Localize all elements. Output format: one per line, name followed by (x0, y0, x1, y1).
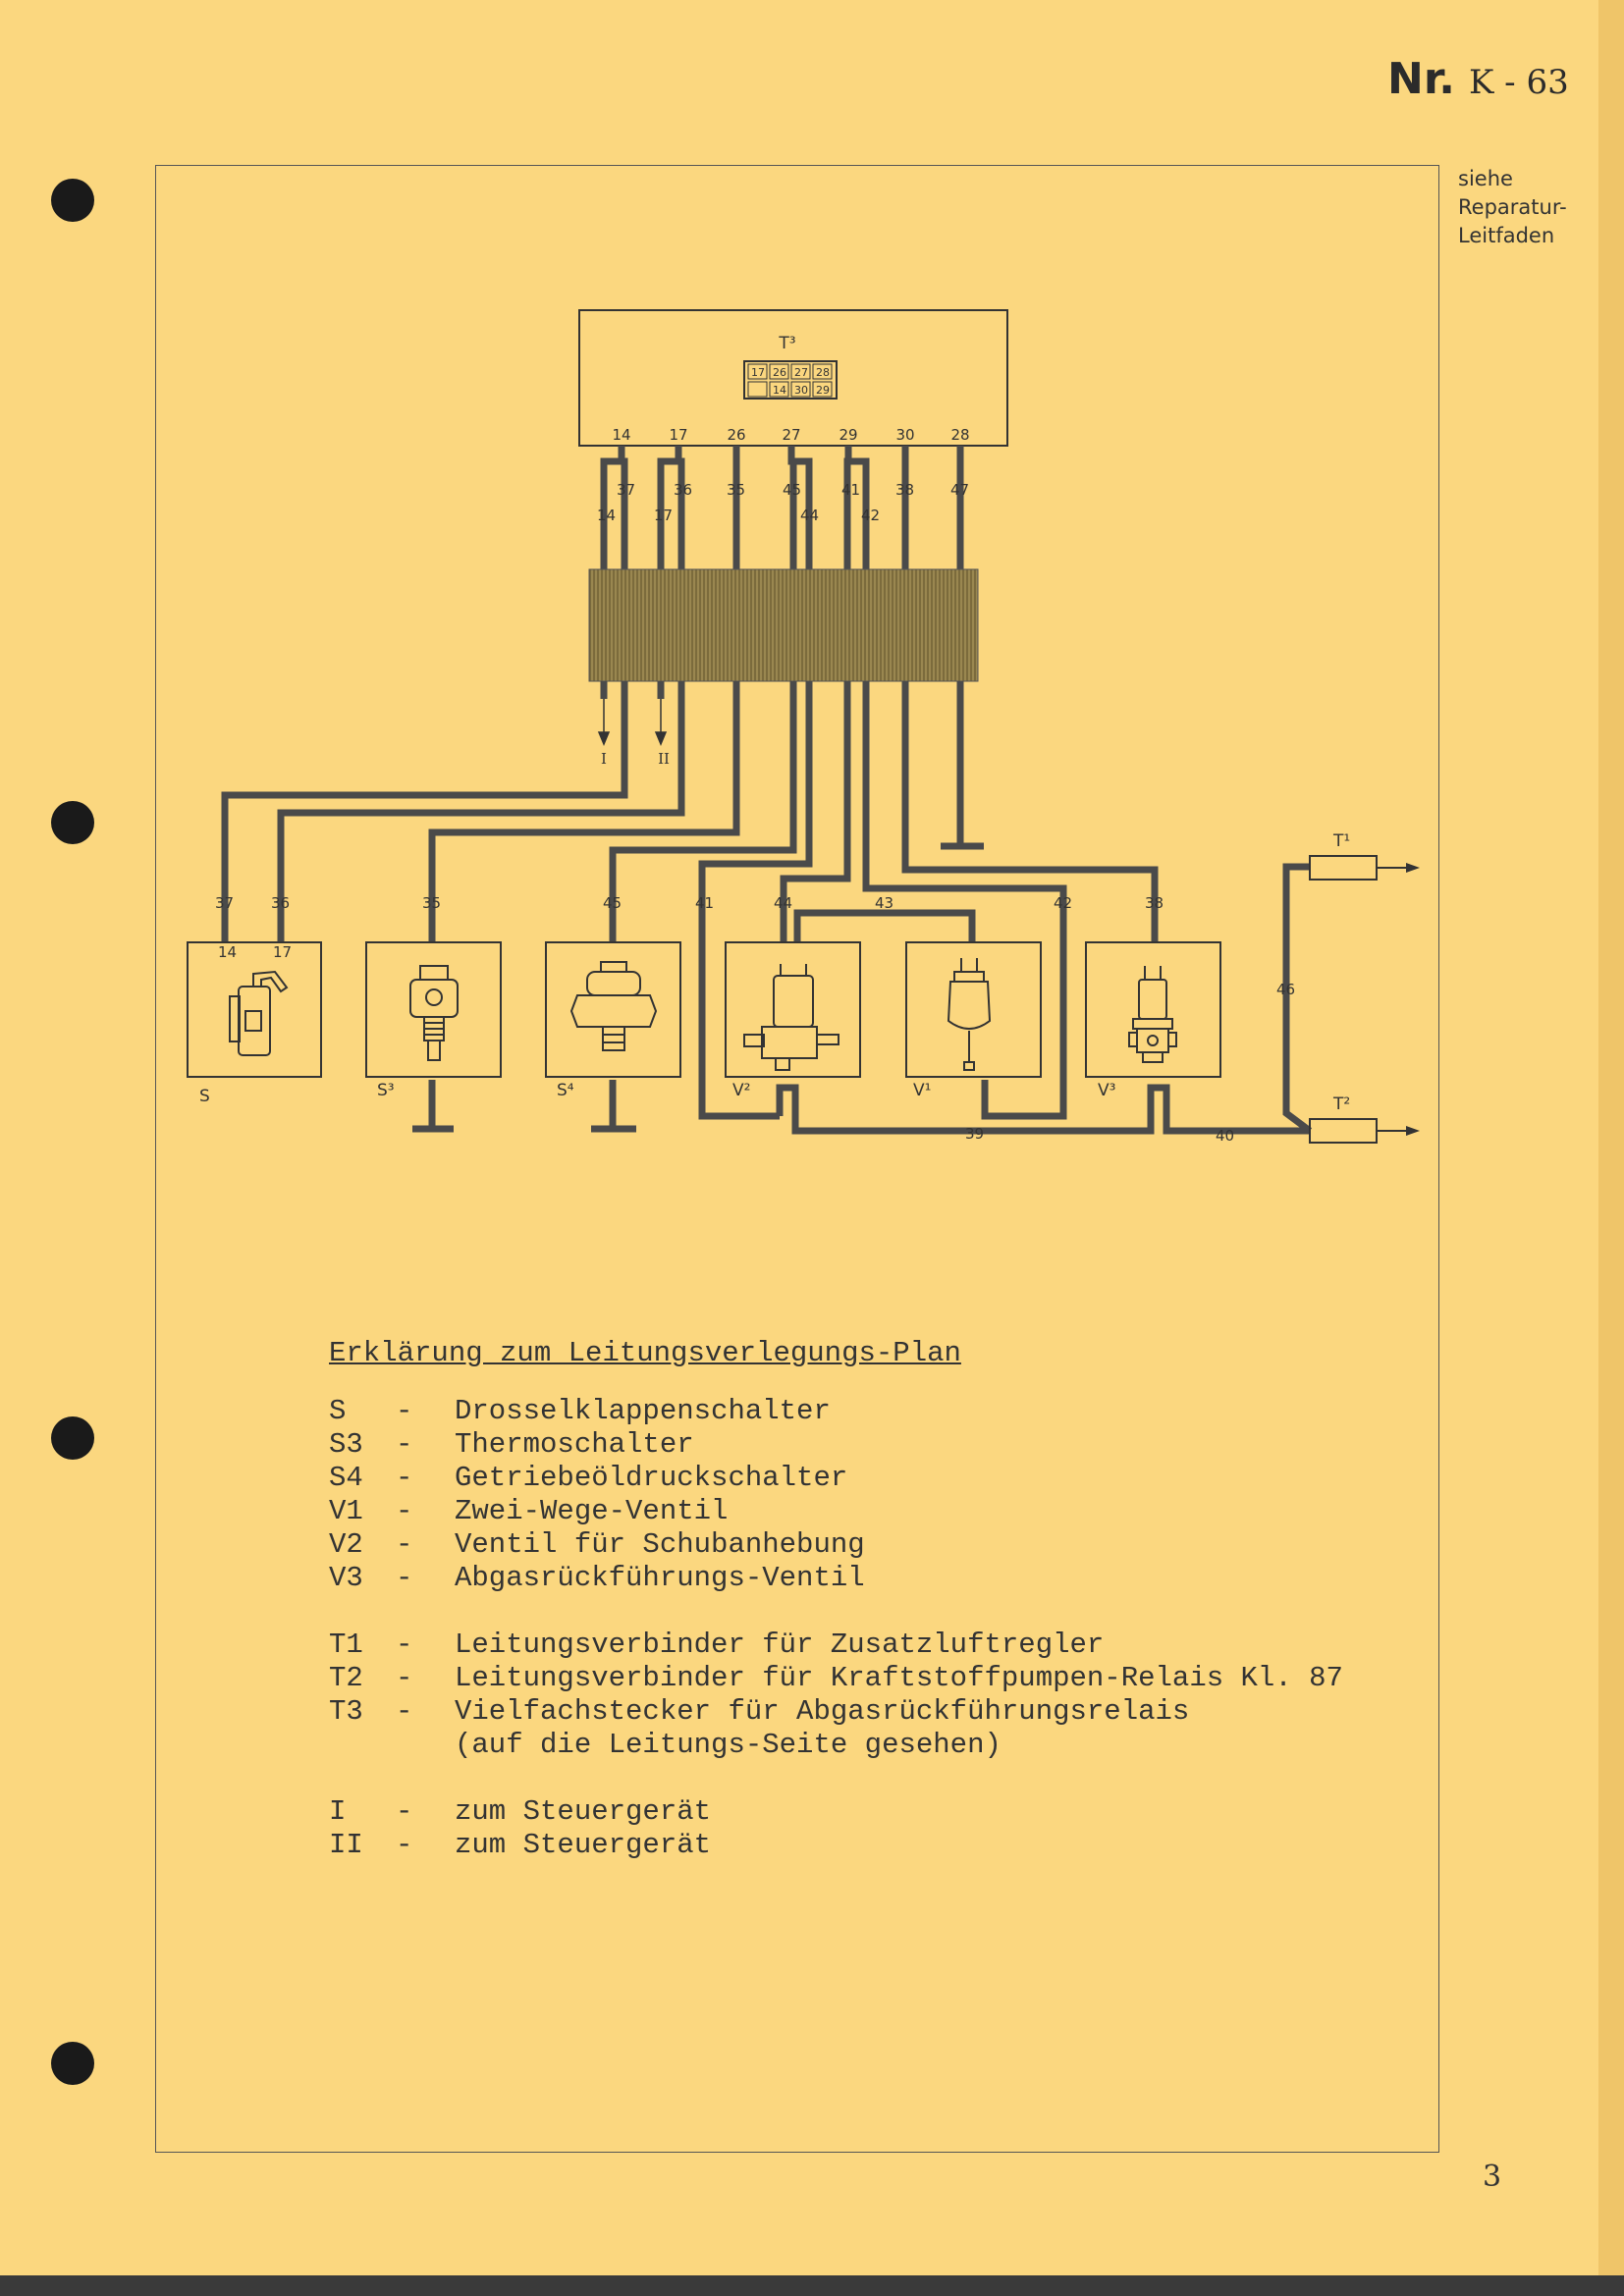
wire-number: 37 (215, 894, 235, 912)
terminal-label: 27 (782, 426, 801, 444)
t3-pin: 30 (794, 384, 808, 397)
t3-pin: 17 (751, 366, 765, 379)
oil-pressure-switch-icon (571, 962, 656, 1050)
wire-number: 17 (654, 507, 674, 524)
legend-row: V2 - Ventil für Schubanhebung (329, 1528, 865, 1561)
wire (678, 446, 681, 569)
legend-row: V3 - Abgasrückführungs-Ventil (329, 1562, 865, 1594)
legend (329, 1337, 1343, 1862)
component-label: V¹ (913, 1081, 932, 1100)
wire-number: 37 (617, 481, 636, 499)
terminal-label: 30 (895, 426, 915, 444)
arrow-icon (1406, 863, 1420, 873)
wire-number: 44 (774, 894, 793, 912)
wire-number: 40 (1216, 1127, 1235, 1145)
t3-pin: 14 (773, 384, 786, 397)
wire-43 (797, 913, 972, 942)
t3-pin: 29 (816, 384, 830, 397)
terminal-label: 29 (839, 426, 858, 444)
component-label: S⁴ (557, 1081, 574, 1100)
nr-label: Nr. (1387, 54, 1455, 104)
wire-number: 42 (861, 507, 881, 524)
arrow-icon (1406, 1126, 1420, 1136)
component-label: S³ (377, 1081, 395, 1100)
ecu-arrow-label: II (658, 750, 670, 768)
pin-number: 17 (273, 943, 293, 961)
wiring-harness-bundle (589, 569, 978, 681)
t3-pin: 26 (773, 366, 786, 379)
page-number: 3 (1483, 2160, 1502, 2194)
component-v1-box (906, 942, 1041, 1077)
terminal-label: 14 (612, 426, 631, 444)
wire-42 (866, 681, 1063, 1116)
wire-number: 47 (950, 481, 970, 499)
legend-row: T2 - Leitungsverbinder für Kraftstoffpumpen-Relais Kl. 87 (329, 1662, 1343, 1694)
legend-row: S4 - Getriebeöldruckschalter (329, 1462, 848, 1494)
side-note-line: Leitfaden (1458, 224, 1555, 247)
wire-number: 42 (1054, 894, 1073, 912)
wire-number: 35 (727, 481, 746, 499)
connector-label: T¹ (1333, 831, 1351, 851)
t3-label: T³ (779, 334, 796, 353)
ecu-arrow-label: I (601, 750, 607, 768)
t3-pin: 28 (816, 366, 830, 379)
wire-number: 35 (422, 894, 442, 912)
wire-number: 41 (841, 481, 861, 499)
wire-number: 36 (271, 894, 291, 912)
wire-number: 38 (1145, 894, 1164, 912)
side-note-line: Reparatur- (1458, 195, 1567, 219)
wire (622, 446, 624, 569)
legend-row: S - Drosselklappenschalter (329, 1395, 831, 1427)
terminal-label: 26 (727, 426, 746, 444)
connector-t2 (1310, 1119, 1377, 1143)
legend-title: Erklärung zum Leitungsverlegungs-Plan (329, 1337, 961, 1369)
wire-39-40 (780, 1088, 1310, 1131)
component-label: V² (732, 1081, 751, 1100)
legend-row: II - zum Steuergerät (329, 1829, 712, 1861)
wire-46 (1286, 867, 1310, 1131)
valve-v1-icon (948, 958, 990, 1070)
wire-number: 44 (800, 507, 820, 524)
wire-number: 38 (895, 481, 915, 499)
wire-number: 45 (603, 894, 623, 912)
egr-valve-icon (1129, 966, 1176, 1062)
wire-number: 45 (783, 481, 802, 499)
component-s3-box (366, 942, 501, 1077)
component-s-box (188, 942, 321, 1077)
component-label: V³ (1098, 1081, 1116, 1100)
terminal-label: 28 (950, 426, 970, 444)
legend-row: T1 - Leitungsverbinder für Zusatzluftregler (329, 1629, 1105, 1661)
nr-value: K - 63 (1468, 63, 1569, 102)
component-v2-box (726, 942, 860, 1077)
thermoswitch-icon (410, 966, 458, 1060)
component-label: S (199, 1087, 210, 1106)
legend-row: (auf die Leitungs-Seite gesehen) (455, 1729, 1001, 1761)
legend-row: I - zum Steuergerät (329, 1795, 712, 1828)
connector-t1 (1310, 856, 1377, 880)
t3-pin: 27 (794, 366, 808, 379)
connector-label: T² (1333, 1095, 1351, 1114)
wire-38 (905, 681, 1155, 942)
wire-number: 14 (597, 507, 617, 524)
pin-number: 14 (218, 943, 238, 961)
component-v3-box (1086, 942, 1220, 1077)
throttle-switch-icon (230, 972, 287, 1055)
terminal-label: 17 (669, 426, 688, 444)
wire-number: 43 (875, 894, 894, 912)
side-note-line: siehe (1458, 167, 1513, 190)
valve-v2-icon (744, 964, 839, 1070)
legend-row: V1 - Zwei-Wege-Ventil (329, 1495, 729, 1527)
wire-number: 39 (965, 1125, 985, 1143)
legend-row: T3 - Vielfachstecker für Abgasrückführungsrelais (329, 1695, 1190, 1728)
legend-row: S3 - Thermoschalter (329, 1428, 694, 1461)
wire-number: 46 (1276, 981, 1296, 998)
wire-number: 41 (695, 894, 715, 912)
wire-number: 36 (674, 481, 693, 499)
